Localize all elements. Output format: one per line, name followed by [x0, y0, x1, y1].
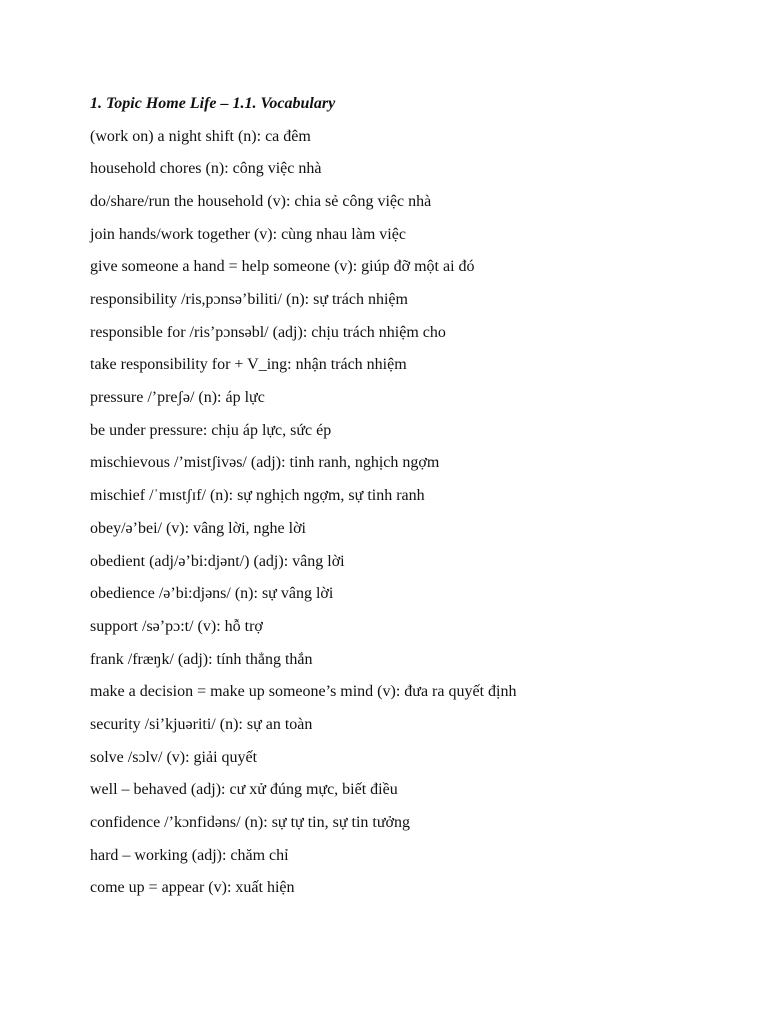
vocab-entry: frank /fræŋk/ (adj): tính thẳng thắn — [90, 650, 313, 668]
vocab-entry: make a decision = make up someone’s mind (v): đưa ra quyết định — [90, 683, 517, 701]
vocab-entry: solve /sɔlv/ (v): giải quyết — [90, 748, 258, 766]
vocab-entry: mischief /ˈmɪstʃɪf/ (n): sự nghịch ngợm, sự tinh ranh — [90, 487, 425, 505]
vocab-entry: (work on) a night shift (n): ca đêm — [90, 127, 311, 145]
vocab-entry: come up = appear (v): xuất hiện — [90, 879, 295, 897]
vocab-entry: household chores (n): công việc nhà — [90, 160, 322, 178]
vocab-entry: confidence /’kɔnfidəns/ (n): sự tự tin, sự tin tưởng — [90, 814, 410, 832]
vocab-entry: well – behaved (adj): cư xử đúng mực, biết điều — [90, 781, 398, 799]
section-heading: 1. Topic Home Life – 1.1. Vocabulary — [90, 95, 336, 112]
vocabulary-list — [90, 127, 730, 899]
vocab-entry: obedience /ə’bi:djəns/ (n): sự vâng lời — [90, 585, 334, 603]
vocab-entry: be under pressure: chịu áp lực, sức ép — [90, 421, 332, 439]
document-page — [90, 94, 730, 911]
vocab-entry: pressure /’preʃə/ (n): áp lực — [90, 389, 265, 407]
vocab-entry: obey/ə’bei/ (v): vâng lời, nghe lời — [90, 519, 306, 537]
vocab-entry: obedient (adj/ə’bi:djənt/) (adj): vâng lời — [90, 552, 345, 570]
vocab-entry: hard – working (adj): chăm chỉ — [90, 846, 289, 864]
vocab-entry: take responsibility for + V_ing: nhận trách nhiệm — [90, 356, 407, 374]
vocab-entry: security /si’kjuəriti/ (n): sự an toàn — [90, 715, 313, 733]
vocab-entry: responsible for /ris’pɔnsəbl/ (adj): chịu trách nhiệm cho — [90, 323, 446, 341]
vocab-entry: responsibility /ris,pɔnsə’biliti/ (n): sự trách nhiệm — [90, 291, 408, 309]
vocab-entry: mischievous /’mistʃivəs/ (adj): tinh ranh, nghịch ngợm — [90, 454, 440, 472]
vocab-entry: give someone a hand = help someone (v): giúp đỡ một ai đó — [90, 258, 475, 276]
vocab-entry: do/share/run the household (v): chia sẻ công việc nhà — [90, 192, 432, 210]
vocab-entry: join hands/work together (v): cùng nhau làm việc — [90, 225, 406, 243]
vocab-entry: support /sə’pɔ:t/ (v): hỗ trợ — [90, 617, 263, 635]
